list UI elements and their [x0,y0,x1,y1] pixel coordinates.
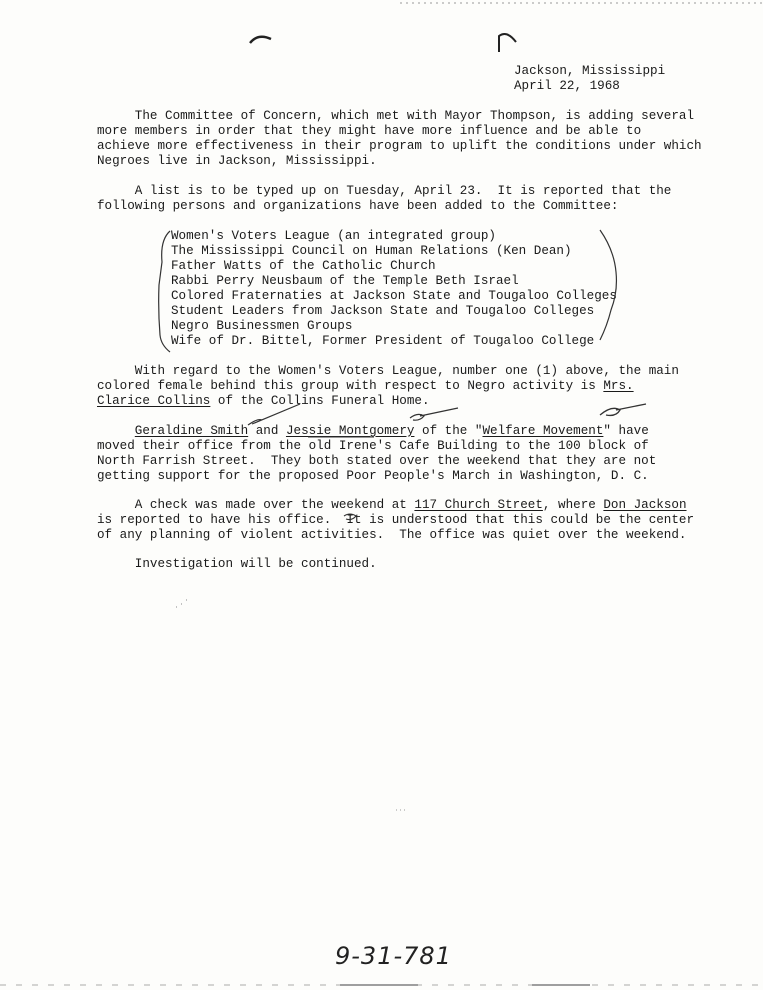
header-location: Jackson, Mississippi [514,64,666,78]
para1-line-4: Negroes live in Jackson, Mississippi. [97,154,377,168]
member-item-2: The Mississippi Council on Human Relations (Ken Dean) [171,244,572,258]
address-117-church-street: 117 Church Street [414,498,543,512]
list-bracket-right [600,230,616,340]
member-item-6: Student Leaders from Jackson State and Tougaloo Colleges [171,304,595,318]
member-item-1: Women's Voters League (an integrated group) [171,229,496,243]
para4-line-1 [97,424,649,439]
para2-line-2: following persons and organizations have been added to the Committee: [97,199,619,213]
list-bracket-left [159,231,170,352]
member-item-4: Rabbi Perry Neusbaum of the Temple Beth Israel [171,274,519,288]
corner-mark-left [250,37,271,43]
para4-text-b: of the " [414,424,483,438]
file-number-handwritten: 9-31-781 [335,942,452,970]
para2-line-1: A list is to be typed up on Tuesday, April 23. It is reported that the [97,184,672,198]
para3-line-3-text: of the Collins Funeral Home. [210,394,430,408]
para3-line-2 [97,379,634,394]
para5-text-a: A check was made over the weekend at [97,498,415,512]
para3-line-1: With regard to the Women's Voters League, number one (1) above, the main [97,364,679,378]
member-item-8: Wife of Dr. Bittel, Former President of Tougaloo College [171,334,595,348]
name-jessie-montgomery: Jessie Montgomery [285,424,415,438]
header-date: April 22, 1968 [514,79,620,93]
para5-line-3: of any planning of violent activities. The office was quiet over the weekend. [97,528,687,542]
scan-specks [176,600,187,607]
name-clarice-collins: Clarice Collins [97,394,211,408]
initial-mark-3 [600,404,646,415]
member-item-7: Negro Businessmen Groups [171,319,353,333]
member-item-5: Colored Fraternaties at Jackson State and Tougaloo Colleges [171,289,617,303]
para4-text-a: and [248,424,286,438]
para3-line-2-text: colored female behind this group with respect to Negro activity is [97,379,604,393]
name-don-jackson: Don Jackson [603,498,687,512]
org-welfare-movement: Welfare Movement [482,424,604,438]
para4-line-2: moved their office from the old Irene's Cafe Building to the 100 block of [97,439,649,453]
closing-line: Investigation will be continued. [97,557,377,571]
initial-mark-2 [410,408,458,420]
para4-text-c: " have [603,424,649,438]
para4-line-3: North Farrish Street. They both stated over the weekend that they are not [97,454,657,468]
para4-line-4: getting support for the proposed Poor People's March in Washington, D. C. [97,469,649,483]
corner-mark-right [499,34,516,52]
para5-line-2: is reported to have his office. It is understood that this could be the center [97,513,695,527]
member-item-3: Father Watts of the Catholic Church [171,259,436,273]
para4-indent [97,424,135,438]
name-mrs: Mrs. [603,379,634,393]
para5-text-b: , where [542,498,604,512]
para3-line-3 [97,394,430,409]
para5-line-1 [97,498,687,513]
name-geraldine-smith: Geraldine Smith [134,424,249,438]
para1-line-2: more members in order that they might have more influence and be able to [97,124,642,138]
para1-line-1: The Committee of Concern, which met with Mayor Thompson, is adding several [97,109,695,123]
para1-line-3: achieve more effectiveness in their program to uplift the conditions under which [97,139,702,153]
